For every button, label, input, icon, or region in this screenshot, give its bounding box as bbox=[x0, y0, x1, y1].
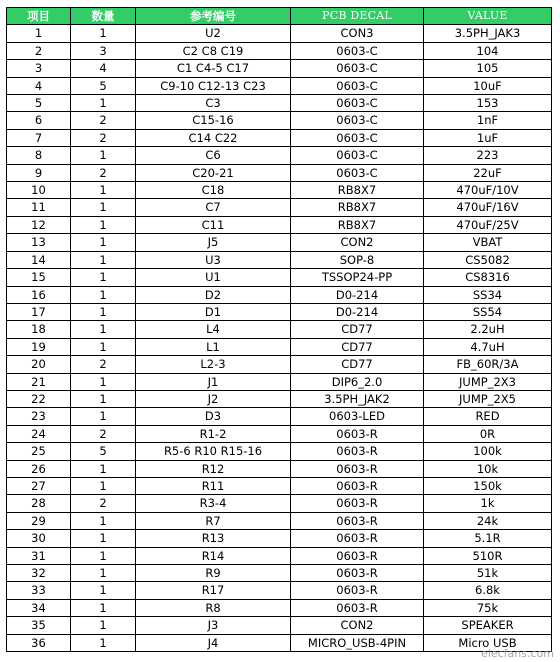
item-no-cell: 12 bbox=[7, 216, 71, 233]
pcb-decal-cell: 0603-R bbox=[291, 530, 424, 547]
reference-cell: C7 bbox=[136, 199, 291, 216]
item-no-cell: 19 bbox=[7, 338, 71, 355]
item-no-cell: 30 bbox=[7, 530, 71, 547]
table-row bbox=[7, 443, 552, 460]
table-row bbox=[7, 512, 552, 529]
pcb-decal-cell: CD77 bbox=[291, 356, 424, 373]
reference-cell: C20-21 bbox=[136, 164, 291, 181]
pcb-decal-cell: 0603-C bbox=[291, 77, 424, 94]
value-cell: CS8316 bbox=[424, 269, 552, 286]
pcb-decal-cell: 0603-R bbox=[291, 565, 424, 582]
table-row bbox=[7, 303, 552, 320]
pcb-decal-cell: CON3 bbox=[291, 25, 424, 42]
value-cell: 22uF bbox=[424, 164, 552, 181]
quantity-cell: 1 bbox=[71, 286, 136, 303]
pcb-decal-cell: D0-214 bbox=[291, 303, 424, 320]
header-reference: 参考编号 bbox=[136, 8, 291, 25]
table-row bbox=[7, 634, 552, 651]
pcb-decal-cell: 0603-C bbox=[291, 164, 424, 181]
item-no-cell: 23 bbox=[7, 408, 71, 425]
item-no-cell: 21 bbox=[7, 373, 71, 390]
reference-cell: C15-16 bbox=[136, 112, 291, 129]
quantity-cell: 5 bbox=[71, 443, 136, 460]
value-cell: 1nF bbox=[424, 112, 552, 129]
quantity-cell: 1 bbox=[71, 547, 136, 564]
reference-cell: R14 bbox=[136, 547, 291, 564]
pcb-decal-cell: 0603-R bbox=[291, 495, 424, 512]
quantity-cell: 1 bbox=[71, 251, 136, 268]
pcb-decal-cell: 0603-C bbox=[291, 95, 424, 112]
item-no-cell: 8 bbox=[7, 147, 71, 164]
table-row bbox=[7, 460, 552, 477]
watermark: elecfans.com bbox=[481, 647, 554, 660]
pcb-decal-cell: RB8X7 bbox=[291, 199, 424, 216]
quantity-cell: 5 bbox=[71, 77, 136, 94]
table-row bbox=[7, 251, 552, 268]
table-row bbox=[7, 234, 552, 251]
item-no-cell: 4 bbox=[7, 77, 71, 94]
quantity-cell: 1 bbox=[71, 373, 136, 390]
item-no-cell: 17 bbox=[7, 303, 71, 320]
pcb-decal-cell: SOP-8 bbox=[291, 251, 424, 268]
pcb-decal-cell: 0603-R bbox=[291, 512, 424, 529]
value-cell: 510R bbox=[424, 547, 552, 564]
item-no-cell: 1 bbox=[7, 25, 71, 42]
table-row bbox=[7, 77, 552, 94]
value-cell: 3.5PH_JAK3 bbox=[424, 25, 552, 42]
pcb-decal-cell: CON2 bbox=[291, 234, 424, 251]
quantity-cell: 2 bbox=[71, 164, 136, 181]
bom-table bbox=[6, 7, 552, 652]
value-cell: 10k bbox=[424, 460, 552, 477]
pcb-decal-cell: CD77 bbox=[291, 338, 424, 355]
pcb-decal-cell: 0603-R bbox=[291, 599, 424, 616]
reference-cell: U3 bbox=[136, 251, 291, 268]
value-cell: 223 bbox=[424, 147, 552, 164]
pcb-decal-cell: 0603-C bbox=[291, 147, 424, 164]
reference-cell: L2-3 bbox=[136, 356, 291, 373]
reference-cell: R11 bbox=[136, 477, 291, 494]
quantity-cell: 1 bbox=[71, 321, 136, 338]
value-cell: 0R bbox=[424, 425, 552, 442]
pcb-decal-cell: CD77 bbox=[291, 321, 424, 338]
pcb-decal-cell: CON2 bbox=[291, 617, 424, 634]
item-no-cell: 33 bbox=[7, 582, 71, 599]
value-cell: JUMP_2X5 bbox=[424, 390, 552, 407]
pcb-decal-cell: 0603-LED bbox=[291, 408, 424, 425]
quantity-cell: 1 bbox=[71, 634, 136, 651]
value-cell: SS34 bbox=[424, 286, 552, 303]
quantity-cell: 1 bbox=[71, 617, 136, 634]
quantity-cell: 1 bbox=[71, 95, 136, 112]
reference-cell: R9 bbox=[136, 565, 291, 582]
table-row bbox=[7, 147, 552, 164]
table-row bbox=[7, 112, 552, 129]
table-row bbox=[7, 582, 552, 599]
header-value: VALUE bbox=[424, 8, 552, 25]
value-cell: 470uF/25V bbox=[424, 216, 552, 233]
pcb-decal-cell: TSSOP24-PP bbox=[291, 269, 424, 286]
quantity-cell: 1 bbox=[71, 199, 136, 216]
item-no-cell: 16 bbox=[7, 286, 71, 303]
item-no-cell: 15 bbox=[7, 269, 71, 286]
reference-cell: L1 bbox=[136, 338, 291, 355]
quantity-cell: 1 bbox=[71, 182, 136, 199]
quantity-cell: 1 bbox=[71, 460, 136, 477]
item-no-cell: 20 bbox=[7, 356, 71, 373]
pcb-decal-cell: 0603-R bbox=[291, 477, 424, 494]
reference-cell: C9-10 C12-13 C23 bbox=[136, 77, 291, 94]
reference-cell: R12 bbox=[136, 460, 291, 477]
header-pcb-decal: PCB DECAL bbox=[291, 8, 424, 25]
pcb-decal-cell: D0-214 bbox=[291, 286, 424, 303]
table-row bbox=[7, 182, 552, 199]
table-row bbox=[7, 356, 552, 373]
item-no-cell: 6 bbox=[7, 112, 71, 129]
pcb-decal-cell: 0603-R bbox=[291, 547, 424, 564]
table-row bbox=[7, 408, 552, 425]
table-row bbox=[7, 321, 552, 338]
value-cell: 104 bbox=[424, 42, 552, 59]
reference-cell: C3 bbox=[136, 95, 291, 112]
reference-cell: J1 bbox=[136, 373, 291, 390]
value-cell: JUMP_2X3 bbox=[424, 373, 552, 390]
pcb-decal-cell: 0603-C bbox=[291, 42, 424, 59]
table-row bbox=[7, 338, 552, 355]
item-no-cell: 35 bbox=[7, 617, 71, 634]
quantity-cell: 1 bbox=[71, 408, 136, 425]
reference-cell: D1 bbox=[136, 303, 291, 320]
pcb-decal-cell: 0603-R bbox=[291, 443, 424, 460]
pcb-decal-cell: 0603-C bbox=[291, 60, 424, 77]
table-row bbox=[7, 565, 552, 582]
value-cell: 470uF/16V bbox=[424, 199, 552, 216]
item-no-cell: 28 bbox=[7, 495, 71, 512]
quantity-cell: 1 bbox=[71, 303, 136, 320]
quantity-cell: 1 bbox=[71, 599, 136, 616]
table-row bbox=[7, 495, 552, 512]
quantity-cell: 1 bbox=[71, 234, 136, 251]
value-cell: FB_60R/3A bbox=[424, 356, 552, 373]
pcb-decal-cell: 0603-C bbox=[291, 112, 424, 129]
table-row bbox=[7, 390, 552, 407]
pcb-decal-cell: MICRO_USB-4PIN bbox=[291, 634, 424, 651]
table-row bbox=[7, 286, 552, 303]
reference-cell: R8 bbox=[136, 599, 291, 616]
header-item-no: 项目 bbox=[7, 8, 71, 25]
value-cell: RED bbox=[424, 408, 552, 425]
value-cell: VBAT bbox=[424, 234, 552, 251]
item-no-cell: 5 bbox=[7, 95, 71, 112]
item-no-cell: 18 bbox=[7, 321, 71, 338]
table-row bbox=[7, 60, 552, 77]
table-row bbox=[7, 164, 552, 181]
pcb-decal-cell: 0603-C bbox=[291, 129, 424, 146]
value-cell: 51k bbox=[424, 565, 552, 582]
header-quantity: 数量 bbox=[71, 8, 136, 25]
reference-cell: U1 bbox=[136, 269, 291, 286]
reference-cell: J2 bbox=[136, 390, 291, 407]
reference-cell: C6 bbox=[136, 147, 291, 164]
value-cell: SS54 bbox=[424, 303, 552, 320]
value-cell: 2.2uH bbox=[424, 321, 552, 338]
item-no-cell: 26 bbox=[7, 460, 71, 477]
value-cell: 6.8k bbox=[424, 582, 552, 599]
quantity-cell: 1 bbox=[71, 477, 136, 494]
reference-cell: R17 bbox=[136, 582, 291, 599]
table-row bbox=[7, 477, 552, 494]
item-no-cell: 32 bbox=[7, 565, 71, 582]
item-no-cell: 9 bbox=[7, 164, 71, 181]
quantity-cell: 2 bbox=[71, 356, 136, 373]
value-cell: Micro USB bbox=[424, 634, 552, 651]
quantity-cell: 1 bbox=[71, 512, 136, 529]
table-row bbox=[7, 269, 552, 286]
table-row bbox=[7, 599, 552, 616]
value-cell: 10uF bbox=[424, 77, 552, 94]
reference-cell: R1-2 bbox=[136, 425, 291, 442]
item-no-cell: 14 bbox=[7, 251, 71, 268]
table-row bbox=[7, 425, 552, 442]
reference-cell: D2 bbox=[136, 286, 291, 303]
reference-cell: C1 C4-5 C17 bbox=[136, 60, 291, 77]
pcb-decal-cell: DIP6_2.0 bbox=[291, 373, 424, 390]
table-row bbox=[7, 530, 552, 547]
reference-cell: L4 bbox=[136, 321, 291, 338]
item-no-cell: 25 bbox=[7, 443, 71, 460]
pcb-decal-cell: RB8X7 bbox=[291, 182, 424, 199]
value-cell: 5.1R bbox=[424, 530, 552, 547]
reference-cell: U2 bbox=[136, 25, 291, 42]
table-row bbox=[7, 617, 552, 634]
reference-cell: R5-6 R10 R15-16 bbox=[136, 443, 291, 460]
reference-cell: C14 C22 bbox=[136, 129, 291, 146]
quantity-cell: 4 bbox=[71, 60, 136, 77]
reference-cell: J3 bbox=[136, 617, 291, 634]
value-cell: 4.7uH bbox=[424, 338, 552, 355]
quantity-cell: 1 bbox=[71, 582, 136, 599]
item-no-cell: 3 bbox=[7, 60, 71, 77]
table-row bbox=[7, 547, 552, 564]
pcb-decal-cell: 0603-R bbox=[291, 425, 424, 442]
item-no-cell: 34 bbox=[7, 599, 71, 616]
value-cell: 150k bbox=[424, 477, 552, 494]
item-no-cell: 36 bbox=[7, 634, 71, 651]
item-no-cell: 7 bbox=[7, 129, 71, 146]
quantity-cell: 1 bbox=[71, 338, 136, 355]
table-row bbox=[7, 216, 552, 233]
quantity-cell: 1 bbox=[71, 530, 136, 547]
quantity-cell: 1 bbox=[71, 269, 136, 286]
bom-header bbox=[7, 8, 552, 25]
reference-cell: C11 bbox=[136, 216, 291, 233]
header-row bbox=[7, 8, 552, 25]
quantity-cell: 2 bbox=[71, 129, 136, 146]
quantity-cell: 1 bbox=[71, 390, 136, 407]
item-no-cell: 29 bbox=[7, 512, 71, 529]
reference-cell: J5 bbox=[136, 234, 291, 251]
item-no-cell: 13 bbox=[7, 234, 71, 251]
pcb-decal-cell: 3.5PH_JAK2 bbox=[291, 390, 424, 407]
reference-cell: D3 bbox=[136, 408, 291, 425]
reference-cell: C18 bbox=[136, 182, 291, 199]
quantity-cell: 1 bbox=[71, 147, 136, 164]
quantity-cell: 2 bbox=[71, 112, 136, 129]
reference-cell: J4 bbox=[136, 634, 291, 651]
item-no-cell: 27 bbox=[7, 477, 71, 494]
table-row bbox=[7, 95, 552, 112]
pcb-decal-cell: RB8X7 bbox=[291, 216, 424, 233]
value-cell: 100k bbox=[424, 443, 552, 460]
quantity-cell: 1 bbox=[71, 25, 136, 42]
quantity-cell: 1 bbox=[71, 565, 136, 582]
quantity-cell: 2 bbox=[71, 425, 136, 442]
value-cell: 153 bbox=[424, 95, 552, 112]
quantity-cell: 3 bbox=[71, 42, 136, 59]
pcb-decal-cell: 0603-R bbox=[291, 460, 424, 477]
value-cell: CS5082 bbox=[424, 251, 552, 268]
table-row bbox=[7, 199, 552, 216]
reference-cell: R3-4 bbox=[136, 495, 291, 512]
value-cell: 24k bbox=[424, 512, 552, 529]
item-no-cell: 24 bbox=[7, 425, 71, 442]
value-cell: 470uF/10V bbox=[424, 182, 552, 199]
item-no-cell: 10 bbox=[7, 182, 71, 199]
reference-cell: R13 bbox=[136, 530, 291, 547]
table-row bbox=[7, 42, 552, 59]
value-cell: 105 bbox=[424, 60, 552, 77]
table-row bbox=[7, 129, 552, 146]
value-cell: 1uF bbox=[424, 129, 552, 146]
quantity-cell: 1 bbox=[71, 216, 136, 233]
item-no-cell: 2 bbox=[7, 42, 71, 59]
reference-cell: C2 C8 C19 bbox=[136, 42, 291, 59]
bom-body bbox=[7, 25, 552, 652]
table-row bbox=[7, 373, 552, 390]
quantity-cell: 2 bbox=[71, 495, 136, 512]
item-no-cell: 22 bbox=[7, 390, 71, 407]
value-cell: SPEAKER bbox=[424, 617, 552, 634]
item-no-cell: 11 bbox=[7, 199, 71, 216]
value-cell: 1k bbox=[424, 495, 552, 512]
item-no-cell: 31 bbox=[7, 547, 71, 564]
value-cell: 75k bbox=[424, 599, 552, 616]
table-row bbox=[7, 25, 552, 42]
reference-cell: R7 bbox=[136, 512, 291, 529]
pcb-decal-cell: 0603-R bbox=[291, 582, 424, 599]
